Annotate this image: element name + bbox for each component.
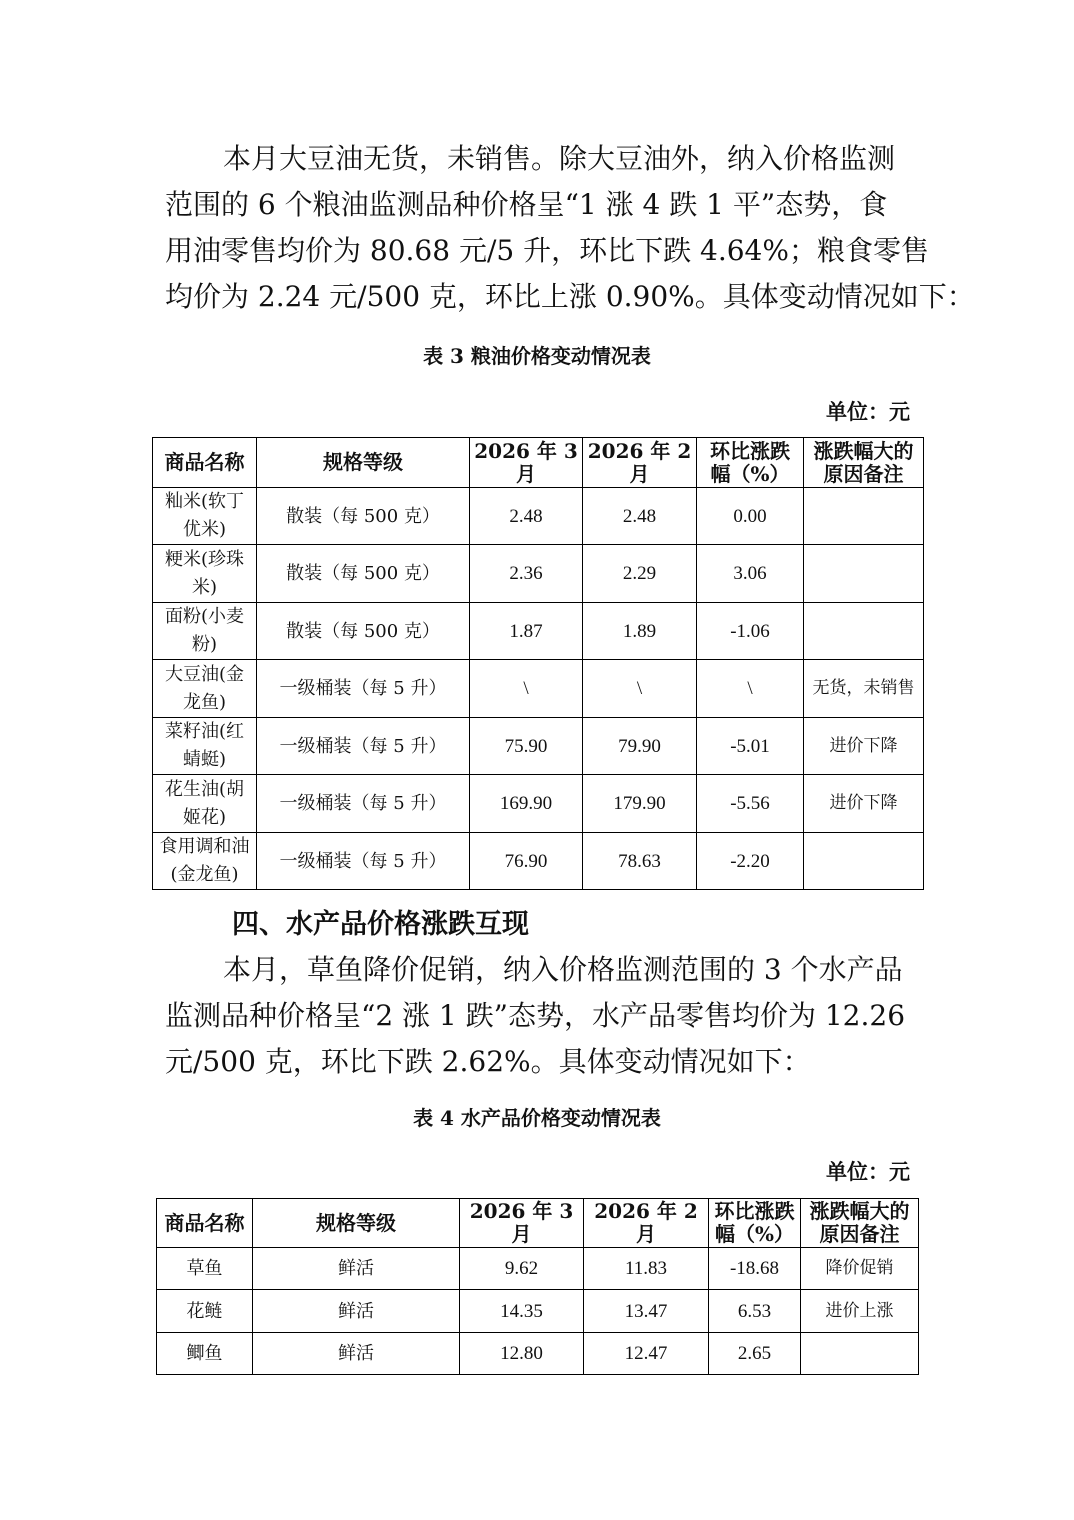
aquatic-price-table xyxy=(156,1198,919,1375)
table3-unit: 单位：元 xyxy=(826,399,910,424)
change-percent: 6.53 xyxy=(709,1290,801,1333)
february-price: 13.47 xyxy=(584,1290,709,1333)
reason-note xyxy=(804,833,924,890)
name-line: 米) xyxy=(191,576,218,598)
table-row xyxy=(153,718,924,775)
name-line: 面粉(小麦 xyxy=(164,606,245,627)
change-percent: 0.00 xyxy=(697,488,804,545)
header-line: 幅（%） xyxy=(714,1222,794,1246)
header-line: 涨跌幅大的 xyxy=(809,1199,910,1223)
header-specification: 规格等级 xyxy=(257,438,470,488)
header-march-2026: 2026 年 3 月 xyxy=(470,438,583,488)
spec-cell: 一级桶装（每 5 升） xyxy=(257,775,470,833)
reason-note xyxy=(801,1333,919,1375)
name-line: 食用调和油 xyxy=(159,836,250,857)
march-price: 169.90 xyxy=(470,775,583,833)
february-price: 2.29 xyxy=(583,545,697,603)
spec-cell: 一级桶装（每 5 升） xyxy=(257,660,470,718)
grain-oil-price-table xyxy=(152,437,924,890)
march-price: 2.48 xyxy=(470,488,583,545)
product-name: 鲫鱼 xyxy=(157,1333,253,1375)
reason-note: 降价促销 xyxy=(801,1248,919,1290)
change-percent: 2.65 xyxy=(709,1333,801,1375)
march-price: 9.62 xyxy=(460,1248,584,1290)
header-line: 环比涨跌 xyxy=(714,1199,795,1223)
paragraph-line: 本月大豆油无货，未销售。除大豆油外，纳入价格监测 xyxy=(223,142,896,175)
header-line: 原因备注 xyxy=(819,1222,900,1246)
header-product-name: 商品名称 xyxy=(157,1199,253,1248)
paragraph-line: 本月，草鱼降价促销，纳入价格监测范围的 3 个水产品 xyxy=(223,953,903,986)
march-price: \ xyxy=(470,660,583,718)
march-price: 14.35 xyxy=(460,1290,584,1333)
product-name xyxy=(153,603,257,660)
reason-note: 无货，未销售 xyxy=(804,660,924,718)
name-line: 粉) xyxy=(191,634,218,655)
name-line: 蜻蜓) xyxy=(182,749,227,770)
paragraph-line: 用油零售均价为 80.68 元/5 升，环比下跌 4.64%；粮食零售 xyxy=(165,234,929,267)
table-row xyxy=(157,1248,919,1290)
name-line: 龙鱼) xyxy=(182,691,227,713)
table4-caption: 表 4 水产品价格变动情况表 xyxy=(413,1106,661,1130)
header-mom-change xyxy=(697,438,804,488)
february-price: 79.90 xyxy=(583,718,697,775)
table3-caption: 表 3 粮油价格变动情况表 xyxy=(423,344,651,368)
change-percent: -2.20 xyxy=(697,833,804,890)
name-line: 籼米(软丁 xyxy=(164,491,245,512)
section4-paragraph xyxy=(165,947,913,1085)
march-price: 2.36 xyxy=(470,545,583,603)
name-line: 优米) xyxy=(182,519,227,540)
march-price: 76.90 xyxy=(470,833,583,890)
table-row xyxy=(153,833,924,890)
name-line: (金龙鱼) xyxy=(170,864,239,885)
change-percent: \ xyxy=(697,660,804,718)
table-row xyxy=(153,488,924,545)
name-line: 花生油(胡 xyxy=(164,778,245,800)
spec-cell: 一级桶装（每 5 升） xyxy=(257,718,470,775)
reason-note: 进价下降 xyxy=(804,775,924,833)
product-name xyxy=(153,488,257,545)
change-percent: -5.01 xyxy=(697,718,804,775)
spec-cell: 鲜活 xyxy=(253,1290,460,1333)
header-reason-note xyxy=(804,438,924,488)
paragraph-line: 均价为 2.24 元/500 克，环比上涨 0.90%。具体变动情况如下： xyxy=(165,280,975,313)
name-line: 粳米(珍珠 xyxy=(164,548,245,570)
section4-heading: 四、水产品价格涨跌互现 xyxy=(232,909,529,940)
name-line: 姬花) xyxy=(182,806,227,828)
reason-note xyxy=(804,488,924,545)
paragraph-line: 范围的 6 个粮油监测品种价格呈“1 涨 4 跌 1 平”态势，食 xyxy=(165,188,888,221)
header-line: 幅（%） xyxy=(710,461,790,486)
name-line: 菜籽油(红 xyxy=(164,721,245,742)
spec-cell: 散装（每 500 克） xyxy=(257,488,470,545)
march-price: 12.80 xyxy=(460,1333,584,1375)
table-header-row xyxy=(157,1199,919,1248)
table-row xyxy=(153,545,924,603)
spec-cell: 散装（每 500 克） xyxy=(257,545,470,603)
table-header-row xyxy=(153,438,924,488)
paragraph-line: 监测品种价格呈“2 涨 1 跌”态势，水产品零售均价为 12.26 xyxy=(165,999,906,1032)
header-line: 原因备注 xyxy=(823,461,904,486)
table-row xyxy=(157,1290,919,1333)
table-row xyxy=(153,603,924,660)
february-price: 78.63 xyxy=(583,833,697,890)
intro-paragraph xyxy=(165,136,975,320)
reason-note xyxy=(804,545,924,603)
table-row xyxy=(153,775,924,833)
header-line: 环比涨跌 xyxy=(710,438,790,463)
reason-note: 进价下降 xyxy=(804,718,924,775)
spec-cell: 鲜活 xyxy=(253,1333,460,1375)
change-percent: -5.56 xyxy=(697,775,804,833)
change-percent: -18.68 xyxy=(709,1248,801,1290)
reason-note: 进价上涨 xyxy=(801,1290,919,1333)
paragraph-line: 元/500 克，环比下跌 2.62%。具体变动情况如下： xyxy=(165,1045,811,1078)
march-price: 75.90 xyxy=(470,718,583,775)
february-price: 179.90 xyxy=(583,775,697,833)
spec-cell: 散装（每 500 克） xyxy=(257,603,470,660)
march-price: 1.87 xyxy=(470,603,583,660)
table-row xyxy=(153,660,924,718)
header-reason-note xyxy=(801,1199,919,1248)
name-line: 大豆油(金 xyxy=(164,663,245,685)
header-march-2026: 2026 年 3 月 xyxy=(460,1199,584,1248)
product-name xyxy=(153,833,257,890)
product-name: 花鲢 xyxy=(157,1290,253,1333)
header-product-name: 商品名称 xyxy=(153,438,257,488)
header-line: 涨跌幅大的 xyxy=(813,438,914,463)
table4-unit: 单位：元 xyxy=(826,1159,910,1184)
february-price: 11.83 xyxy=(584,1248,709,1290)
product-name: 草鱼 xyxy=(157,1248,253,1290)
spec-cell: 一级桶装（每 5 升） xyxy=(257,833,470,890)
spec-cell: 鲜活 xyxy=(253,1248,460,1290)
february-price: \ xyxy=(583,660,697,718)
header-mom-change xyxy=(709,1199,801,1248)
change-percent: 3.06 xyxy=(697,545,804,603)
reason-note xyxy=(804,603,924,660)
product-name xyxy=(153,545,257,603)
product-name xyxy=(153,775,257,833)
change-percent: -1.06 xyxy=(697,603,804,660)
product-name xyxy=(153,718,257,775)
february-price: 1.89 xyxy=(583,603,697,660)
february-price: 12.47 xyxy=(584,1333,709,1375)
february-price: 2.48 xyxy=(583,488,697,545)
header-february-2026: 2026 年 2 月 xyxy=(583,438,697,488)
header-specification: 规格等级 xyxy=(253,1199,460,1248)
table-row xyxy=(157,1333,919,1375)
header-february-2026: 2026 年 2 月 xyxy=(584,1199,709,1248)
product-name xyxy=(153,660,257,718)
